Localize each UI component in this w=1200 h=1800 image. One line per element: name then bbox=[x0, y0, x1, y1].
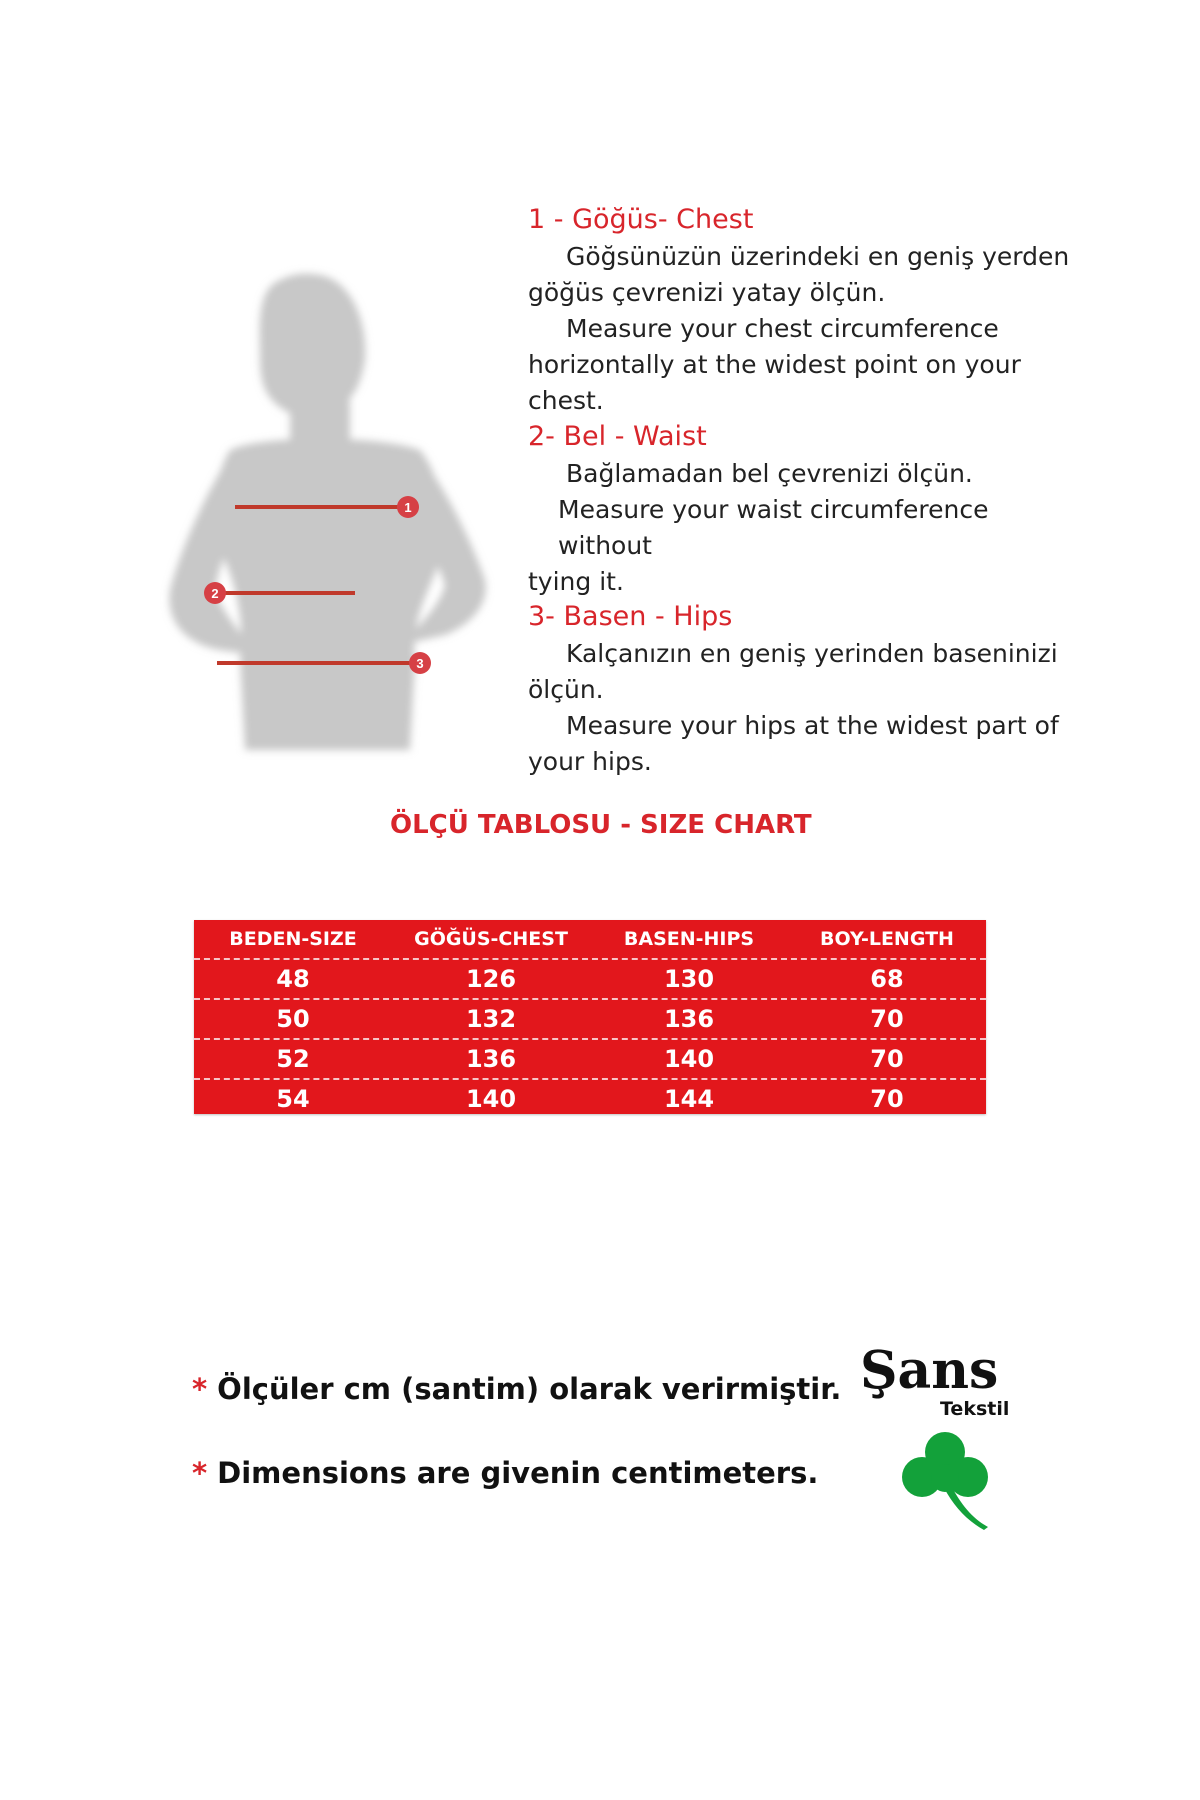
note-text: Ölçüler cm (santim) olarak verirmiştir. bbox=[217, 1372, 842, 1406]
brand-logo bbox=[860, 1340, 1020, 1540]
cell-length: 70 bbox=[870, 1085, 904, 1113]
logo-subtitle: Tekstil bbox=[940, 1398, 1010, 1420]
table-header-row bbox=[194, 920, 986, 960]
cell-hips: 144 bbox=[663, 1085, 715, 1113]
cell-length: 70 bbox=[870, 1045, 904, 1073]
table-row bbox=[194, 1080, 986, 1118]
cell-chest: 136 bbox=[465, 1045, 517, 1073]
cell-length: 70 bbox=[870, 1005, 904, 1033]
header-hips: BASEN-HIPS bbox=[623, 928, 755, 950]
silhouette-image bbox=[160, 260, 500, 760]
note-text: Dimensions are givenin centimeters. bbox=[217, 1456, 819, 1490]
cell-length: 68 bbox=[870, 965, 904, 993]
table-row bbox=[194, 1000, 986, 1040]
cell-chest: 140 bbox=[465, 1085, 517, 1113]
instruction-line: Bağlamadan bel çevrenizi ölçün. bbox=[566, 459, 973, 488]
logo-brand-name: Şans bbox=[860, 1340, 999, 1401]
asterisk-icon: * bbox=[192, 1456, 208, 1490]
instruction-line: ölçün. bbox=[528, 675, 604, 704]
instruction-heading: 2- Bel - Waist bbox=[528, 421, 707, 452]
note-english bbox=[192, 1456, 818, 1490]
instruction-line: göğüs çevrenizi yatay ölçün. bbox=[528, 278, 886, 307]
header-chest: GÖĞÜS-CHEST bbox=[414, 928, 568, 950]
cell-chest: 126 bbox=[465, 965, 517, 993]
instruction-waist bbox=[528, 420, 1088, 600]
table-row bbox=[194, 1040, 986, 1080]
cell-size: 50 bbox=[276, 1005, 310, 1033]
cell-size: 52 bbox=[276, 1045, 310, 1073]
instruction-line: horizontally at the widest point on your chest. bbox=[528, 350, 1021, 415]
instruction-heading: 1 - Göğüs- Chest bbox=[528, 204, 754, 235]
instruction-hips bbox=[528, 600, 1088, 780]
table-row bbox=[194, 960, 986, 1000]
instruction-line: Measure your hips at the widest part of bbox=[566, 711, 1059, 740]
marker-chest bbox=[397, 496, 419, 518]
instruction-line: your hips. bbox=[528, 747, 652, 776]
body-measurement-figure bbox=[160, 260, 500, 760]
cell-size: 54 bbox=[276, 1085, 310, 1113]
cell-hips: 130 bbox=[663, 965, 715, 993]
clover-icon bbox=[890, 1422, 1000, 1532]
cell-chest: 132 bbox=[465, 1005, 517, 1033]
cell-size: 48 bbox=[276, 965, 310, 993]
svg-text:1: 1 bbox=[404, 500, 412, 515]
cell-hips: 140 bbox=[663, 1045, 715, 1073]
instruction-line: Kalçanızın en geniş yerinden baseninizi bbox=[566, 639, 1058, 668]
header-size: BEDEN-SIZE bbox=[229, 928, 357, 950]
instruction-line: tying it. bbox=[528, 567, 624, 596]
note-turkish bbox=[192, 1372, 841, 1406]
size-chart-title: ÖLÇÜ TABLOSU - SIZE CHART bbox=[390, 810, 812, 840]
svg-text:2: 2 bbox=[211, 586, 219, 601]
instruction-chest bbox=[528, 203, 1088, 419]
header-length: BOY-LENGTH bbox=[820, 928, 954, 950]
instruction-line: Measure your chest circumference bbox=[566, 314, 999, 343]
size-chart-table bbox=[194, 920, 986, 1114]
svg-text:3: 3 bbox=[416, 656, 424, 671]
cell-hips: 136 bbox=[663, 1005, 715, 1033]
asterisk-icon: * bbox=[192, 1372, 208, 1406]
marker-hips bbox=[409, 652, 431, 674]
instruction-line: Göğsünüzün üzerindeki en geniş yerden bbox=[566, 242, 1070, 271]
instruction-heading: 3- Basen - Hips bbox=[528, 601, 733, 632]
marker-waist bbox=[204, 582, 226, 604]
instruction-line: Measure your waist circumference without bbox=[558, 495, 989, 560]
